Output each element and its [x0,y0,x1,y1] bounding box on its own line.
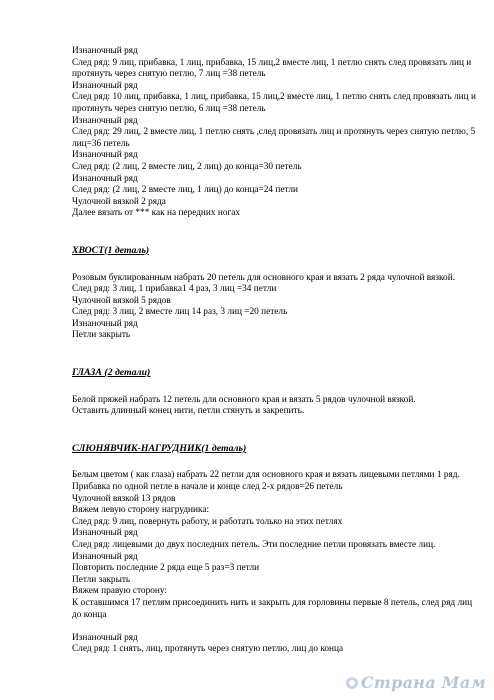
text-line: След ряд: 9 лиц, прибавка, 1 лиц, прибавка, 15 лиц,2 вместе лиц, 1 петлю снять след провязать лиц и протянуть через снятую петлю, 7 лиц =38 петель [72,57,472,80]
section-heading-bib: СЛЮНЯВЧИК-НАГРУДНИК(1 деталь) [72,442,247,454]
section-heading-tail: ХВОСТ(1 деталь) [72,244,150,256]
text-line: К оставшимся 17 петлям присоединить нить и закрыть для горловины первые 8 петель, след ряд лиц до конца [72,597,473,620]
text-line: След ряд: 3 лиц, 1 прибавка1 4 раз, 3 лиц =34 петли [72,284,277,295]
text-line: След ряд: 29 лиц, 2 вместе лиц, 1 петлю снять ,след провязать лиц и протянуть через снятую петлю, 5 лиц=36 петель [72,127,476,149]
text-line: Прибавка по одной петле в начале и конце след 2-х рядов=26 петель [72,482,343,493]
text-line: Вяжем левую сторону нагрудника: [72,505,210,516]
text-line: Вяжем правую сторону: [72,586,167,597]
text-line: Оставить длинный конец нити, петли стянуть и закрепить. [72,406,305,417]
text-line: Белым цветом ( как глаза) набрать 22 петли для основного края и вязать лицевыми петлями 1 ряд. [72,470,460,481]
text-line: Изнаночный ряд [72,80,138,91]
text-line: Изнаночный ряд [72,115,138,126]
text-line: След ряд: лицевыми до двух последних петель. Эти последние петли провязать вместе лиц. [72,540,436,550]
text-line: Изнаночный ряд [72,150,138,161]
text-line: Изнаночный ряд [72,46,138,56]
text-line: Далее вязать от *** как на передних ногах [72,208,241,219]
site-watermark [346,673,486,692]
text-line: Белой пряжей набрать 12 петель для основного края и вязать 5 рядов чулочной вязкой. [72,394,416,405]
watermark-text: Страна Мам [360,673,486,692]
text-line: Изнаночный ряд [72,551,138,562]
text-line: Петли закрыть [72,574,131,585]
text-line: Чулочной вязкой 5 рядов [72,295,171,306]
text-line: След ряд: 1 снять, лиц, протянуть через снятую петлю, лиц до конца [72,644,344,655]
text-line: Изнаночный ряд [72,528,138,539]
text-line: След ряд: 3 лиц, 2 вместе лиц 14 раз, 3 лиц =20 петель [72,307,288,318]
text-line: Петли закрыть [72,330,131,341]
section-heading-eyes: ГЛАЗА (2 детали) [72,367,151,379]
text-line: Изнаночный ряд [72,173,138,184]
text-line: След ряд: (2 лиц, 2 вместе лиц, 2 лиц) до конца=30 петель [72,161,302,172]
text-line: Чулочной вязкой 2 ряда [72,196,166,207]
text-line: Розовым буклированным набрать 20 петель для основного края и вязать 2 ряда чулочной вязкой. [72,272,455,283]
text-line: Чулочной вязкой 13 рядов [72,493,176,504]
text-line: Повторить последние 2 ряда еще 5 раз=3 петли [72,563,260,574]
text-line: Изнаночный ряд [72,632,138,643]
text-line: След ряд: 9 лиц, повернуть работу, и работать только на этих петлях [72,516,343,527]
pattern-text-column [72,46,477,656]
flower-logo-icon [346,677,358,689]
text-line: След ряд: 10 лиц, прибавка, 1 лиц, прибавка, 15 лиц,2 вместе лиц, 1 петлю снять след провязать лиц и протянуть через снятую петлю, 6 лиц =38 петель [72,92,476,114]
text-line: Изнаночный ряд [72,318,138,329]
paragraph-gap [72,621,477,633]
text-line: След ряд: (2 лиц, 2 вместе лиц, 1 лиц) до конца=24 петли [72,185,298,196]
